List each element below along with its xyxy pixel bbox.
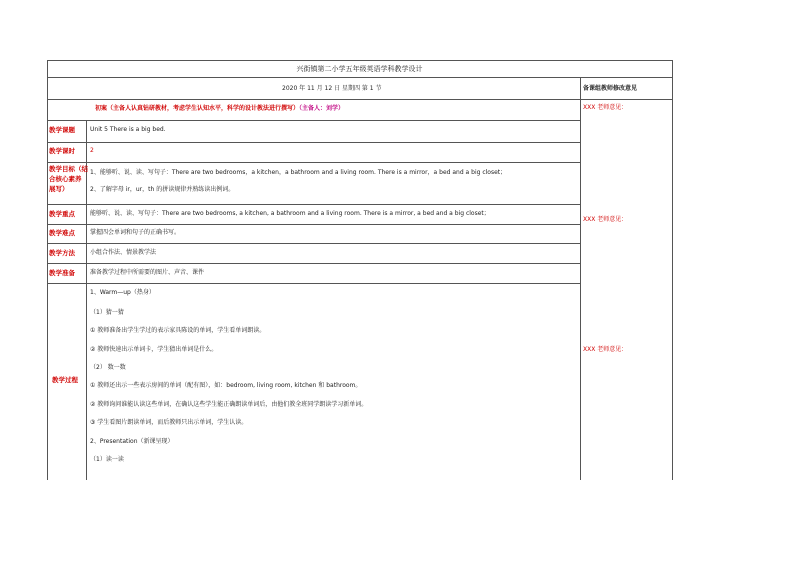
rule-topic-bottom [47, 142, 580, 143]
process-line-1: 1、Warm—up（热身） [90, 289, 155, 296]
process-line-4: ② 教师快速出示单词卡，学生猜出单词是什么。 [90, 346, 218, 353]
process-line-9: 2、Presentation（新课呈现） [90, 438, 174, 445]
rule-label-col [86, 120, 87, 480]
topic-label: 教学课题 [49, 126, 75, 134]
process-line-3: ① 教师准备出学生学过的表示家具陈设的单词，学生看单词朗读。 [90, 327, 266, 334]
rule-title-bottom [47, 77, 672, 78]
goals-line-2: 2、了解字母 ir，ur，th 的拼读规律并熟练读出例词。 [90, 186, 235, 193]
rule-top [47, 60, 672, 61]
document-title: 兴街镇第二小学五年级英语学科教学设计 [296, 65, 423, 73]
rule-goals-bottom [47, 204, 580, 205]
goals-label-line-2: 合核心素养 [49, 175, 82, 183]
revision-header: 备课组教师修改意见 [583, 85, 638, 92]
difficult-value: 掌握四会单词和句子的正确书写。 [90, 229, 181, 236]
rule-right [672, 60, 673, 480]
rule-right-col [580, 77, 581, 480]
hours-value: 2 [90, 147, 94, 154]
goals-label-line-3: 展写） [49, 185, 69, 193]
difficult-label: 教学难点 [49, 229, 75, 237]
method-value: 小组合作法、情景教学法 [90, 249, 157, 256]
rule-method-bottom [47, 263, 580, 264]
process-line-10: （1）读一读 [90, 456, 124, 463]
prep-value: 准备教学过程中所需要的图片、声音、课件 [90, 269, 205, 276]
rule-hours-bottom [47, 162, 580, 163]
process-line-6: ① 教师还出示一些表示房间的单词（配有图），如：bedroom, living room, kitchen 和 bathroom。 [90, 382, 362, 389]
date-line: 2020 年 11 月 12 日 星期四 第 1 节 [282, 85, 382, 92]
process-line-5: （2） 数一数 [90, 364, 126, 371]
rule-key-bottom [47, 224, 580, 225]
teacher-comment-2: XXX 老师意见： [583, 216, 628, 223]
draft-description: 初案（主备人认真钻研教材，考虑学生认知水平，科学的设计教法进行撰写） [95, 105, 300, 112]
process-line-2: （1）猜一猜 [90, 309, 124, 316]
draft-label [95, 105, 344, 113]
goals-line-1: 1、能够听、说、读、写句子：There are two bedrooms，a kitchen，a bathroom and a living room. There is a mirror，a bed and a big closet； [90, 169, 507, 176]
draft-author: （主备人：刘学） [299, 105, 345, 112]
hours-label: 教学课时 [49, 147, 75, 155]
rule-date-bottom [47, 99, 672, 100]
rule-prep-bottom [47, 283, 580, 284]
rule-difficult-bottom [47, 243, 580, 244]
process-line-8: ③ 学生看图片朗读单词，而后教师只出示单词，学生认读。 [90, 419, 248, 426]
rule-draft-bottom [47, 120, 580, 121]
process-line-7: ② 教师询问谁能认读这些单词，在确认这些学生能正确朗读单词后，由他们教全班同学朗读学习新单词。 [90, 401, 368, 408]
teacher-comment-1: XXX 老师意见： [583, 104, 628, 111]
rule-left [47, 60, 48, 480]
topic-value: Unit 5 There is a big bed. [90, 126, 166, 133]
teacher-comment-3: XXX 老师意见： [583, 346, 628, 353]
prep-label: 教学准备 [49, 269, 75, 277]
key-value: 能够听、说、读、写句子：There are two bedrooms, a kitchen, a bathroom and a living room. There is a mirror, a bed and a big closet； [90, 210, 490, 217]
key-label: 教学重点 [49, 210, 75, 218]
goals-label-line-1: 教学目标（结 [49, 165, 88, 173]
process-label: 教学过程 [52, 376, 78, 384]
method-label: 教学方法 [49, 249, 75, 257]
